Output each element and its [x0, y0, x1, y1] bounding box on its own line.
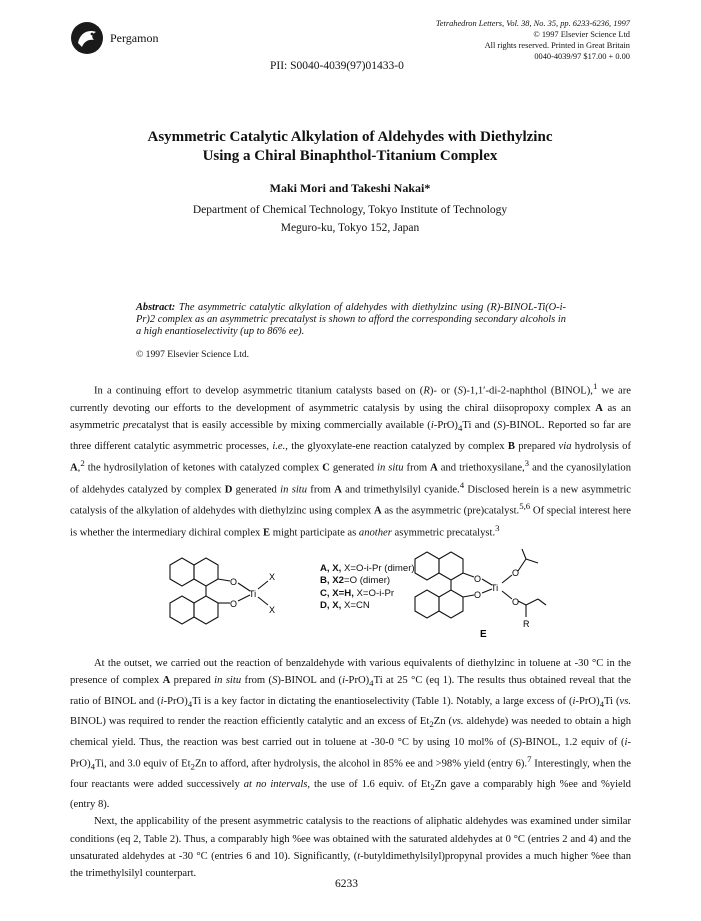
affiliation-line-2: Meguro-ku, Tokyo 152, Japan	[280, 222, 420, 234]
abstract-text: The asymmetric catalytic alkylation of aldehydes with diethylzinc using (R)-BINOL-Ti(O-i-Pr)2 complex as an asymmetric precatalyst is shown to afford the corresponding secondary alcohols in a high enantioselectivity (up to 86% ee).	[136, 302, 566, 337]
o-label-1: O	[230, 577, 238, 587]
abstract-heading: Abstract:	[136, 302, 176, 313]
o-label-3: O	[474, 574, 482, 584]
o-label-2: O	[230, 599, 238, 609]
ti-label-2: Ti	[491, 583, 499, 593]
pergamon-logo-icon	[70, 21, 104, 55]
e-label: E	[480, 629, 487, 640]
r-label: R	[523, 619, 530, 629]
affiliation	[70, 201, 630, 237]
journal-info	[436, 18, 630, 62]
affiliation-line-1: Department of Chemical Technology, Tokyo Institute of Technology	[192, 204, 508, 216]
title-line-2: Using a Chiral Binaphthol-Titanium Complex	[202, 148, 498, 164]
authors: Maki Mori and Takeshi Nakai*	[269, 181, 431, 195]
pii-identifier: PII: S0040-4039(97)01433-0	[270, 60, 404, 72]
legend-row-c: C, X=H, X=O-i-Pr	[320, 587, 395, 599]
abstract-copyright: © 1997 Elsevier Science Ltd.	[136, 349, 250, 360]
journal-price: 0040-4039/97 $17.00 + 0.00	[534, 52, 630, 61]
article-title	[70, 128, 630, 166]
journal-copyright: © 1997 Elsevier Science Ltd	[533, 30, 630, 39]
x-label-2: X	[269, 605, 276, 615]
body-paragraph-2: At the outset, we carried out the reaction of benzaldehyde with various equivalents of diethylzinc in toluene at -30 °C in the presence of complex A prepared in situ from (S)-BINOL and $(i-PrO)_4Ti$ at 25 °C (eq 1). The results thus obtained reveal that the ratio of BINOL and $(i-PrO)_4Ti$ is a key factor in dictating the enantioselectivity (Table 1). Notably, a large excess of $(i-PrO)_4Ti$ (vs. BINOL) was required to render the reaction efficiently catalytic and an excess of $Et_2Zn$ (vs. aldehyde) was needed to obtain a high chemical yield. Thus, the reaction was best carried out in toluene at -30-0 °C by using 10 mol% of (S)-BINOL, 1.2 equiv of $(i-PrO)_4Ti$, and 3.0 equiv of $Et_2Zn$ to afford, after hydrolysis, the alcohol in 85% ee and >98% yield (entry 6).$^7$ Interestingly, when the four reactants were added successively at no intervals, the use of 1.6 equiv. of $Et_2Zn$ gave a comparably high %ee and %yield (entry 8). Next, the applicability of the present asymmetric catalysis to the reactions of aliphatic aldehydes was examined under similar conditions (eq 2, Table 2). Thus, a comparably high %ee was obtained with the saturated aldehydes at 0 °C (entries 2 and 4) and the unsaturated aldehydes at -30 °C (entries 6 and 10). Significantly, (t-butyldimethylsilyl)propynal provides a much higher %ee than the trimethylsilyl counterpart.	[70, 658, 632, 880]
page-number: 6233	[335, 878, 358, 890]
legend-row-a: A, X, X=O-i-Pr (dimer)	[320, 563, 415, 574]
x-label-1: X	[269, 572, 276, 582]
publisher-name: Pergamon	[110, 31, 159, 45]
title-line-1: Asymmetric Catalytic Alkylation of Aldehydes with Diethylzinc	[147, 129, 553, 145]
o-label-5: O	[512, 568, 520, 578]
figure-legend	[320, 563, 415, 612]
ti-label-1: Ti	[249, 589, 257, 599]
o-label-4: O	[474, 590, 482, 600]
o-label-6: O	[512, 597, 520, 607]
body-paragraph-1: In a continuing effort to develop asymmetric titanium catalysts based on (R)- or (S)-1,1′-di-2-naphthol (BINOL),$^1$ we are currently devoting our efforts to the development of asymmetric catalysis by using the chiral diisopropoxy complex A as an asymmetric precatalyst that is easily accessible by mixing commercially available $(i-PrO)_4Ti$ and (S)-BINOL. Reported so far are three different catalytic asymmetric processes, i.e., the glyoxylate-ene reaction catalyzed by complex B prepared via hydrolysis of A,$^2$ the hydrosilylation of ketones with catalyzed complex C generated in situ from A and triethoxysilane,$^3$ and the cyanosilylation of aldehydes catalyzed by complex D generated in situ from A and trimethylsilyl cyanide.$^4$ Disclosed herein is a new asymmetric catalysis of the alkylation of aldehydes with diethylzinc using complex A as the asymmetric (pre)catalyst.$^{5,6}$ Of special interest here is whether the intermediary dichiral complex E might participate as another asymmetric precatalyst.$^3$	[70, 381, 632, 539]
abstract	[136, 302, 566, 338]
legend-row-b: B, X2=O (dimer)	[320, 575, 391, 587]
legend-row-d: D, X, X=CN	[320, 599, 370, 611]
journal-rights: All rights reserved. Printed in Great Britain	[484, 41, 630, 50]
journal-citation: Tetrahedron Letters, Vol. 38, No. 35, pp. 6233-6236, 1997	[435, 19, 630, 28]
